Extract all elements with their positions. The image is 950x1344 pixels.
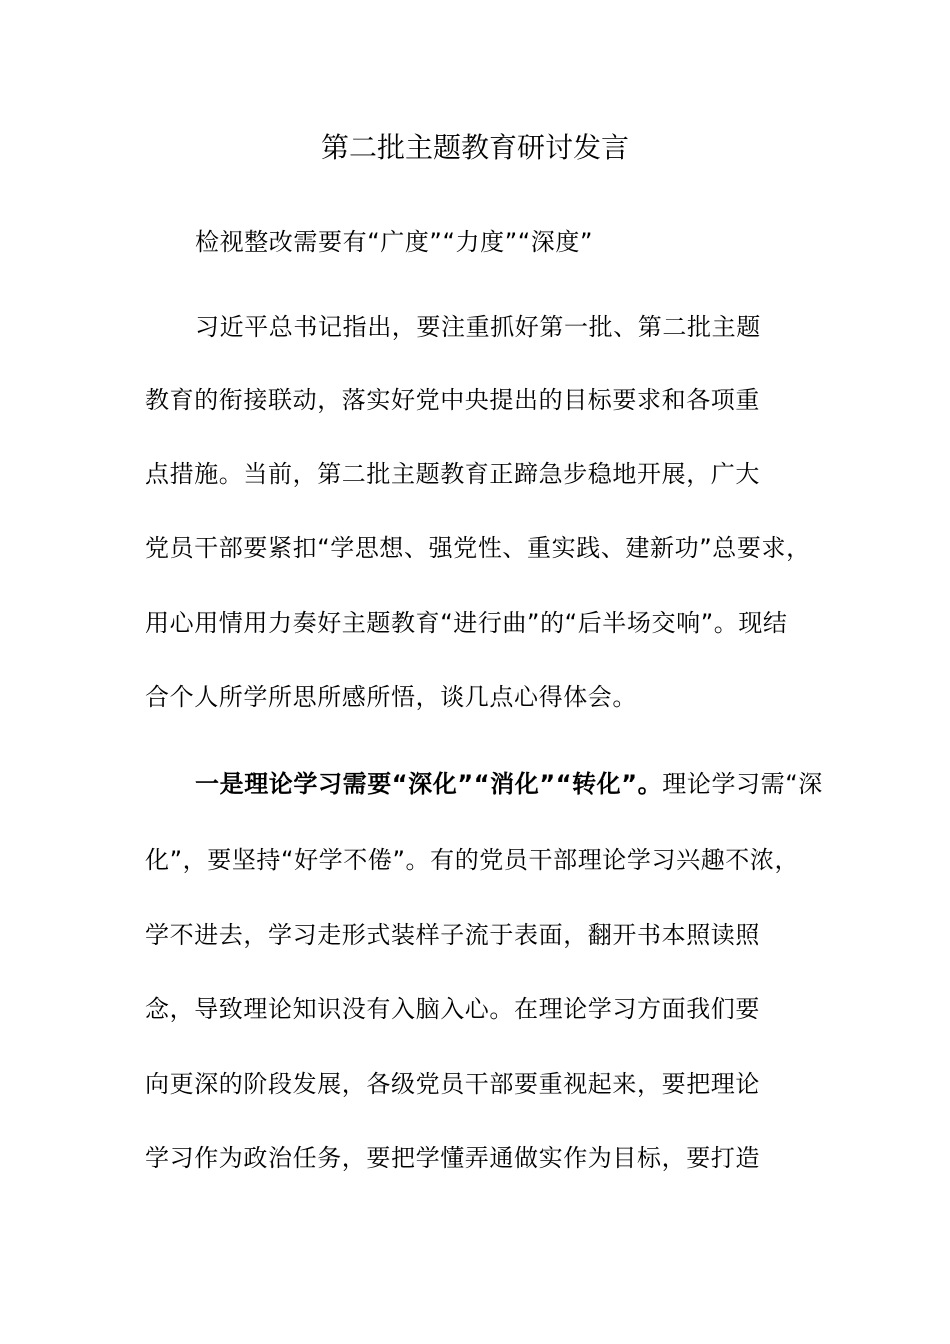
paragraph-2-lead-bold: 一是理论学习需要“深化”“消化”“转化”。 <box>195 770 663 798</box>
document-subtitle: 检视整改需要有“广度”“力度”“深度” <box>195 228 594 256</box>
paragraph-1-line-1: 习近平总书记指出，要注重抓好第一批、第二批主题 <box>195 313 761 341</box>
paragraph-1-line-6: 合个人所学所思所感所悟，谈几点心得体会。 <box>145 683 637 711</box>
paragraph-1-line-5: 用心用情用力奏好主题教育“进行曲”的“后半场交响”。现结 <box>145 609 788 637</box>
paragraph-2-line-6: 学习作为政治任务，要把学懂弄通做实作为目标，要打造 <box>145 1144 760 1172</box>
paragraph-1-line-2: 教育的衔接联动，落实好党中央提出的目标要求和各项重 <box>145 386 760 414</box>
paragraph-2-line-4: 念，导致理论知识没有入脑入心。在理论学习方面我们要 <box>145 995 760 1023</box>
paragraph-2-line-2: 化”，要坚持“好学不倦”。有的党员干部理论学习兴趣不浓， <box>145 846 800 874</box>
document-title: 第二批主题教育研讨发言 <box>320 131 629 164</box>
paragraph-2-line-1 <box>195 766 823 802</box>
paragraph-1-line-4: 党员干部要紧扣“学思想、强党性、重实践、建新功”总要求， <box>145 534 811 562</box>
paragraph-2-line-3: 学不进去，学习走形式装样子流于表面，翻开书本照读照 <box>145 921 760 949</box>
paragraph-2-line-5: 向更深的阶段发展，各级党员干部要重视起来，要把理论 <box>145 1070 760 1098</box>
paragraph-2-lead-rest: 理论学习需“深 <box>662 770 823 798</box>
paragraph-1-line-3: 点措施。当前，第二批主题教育正蹄急步稳地开展，广大 <box>145 460 760 488</box>
